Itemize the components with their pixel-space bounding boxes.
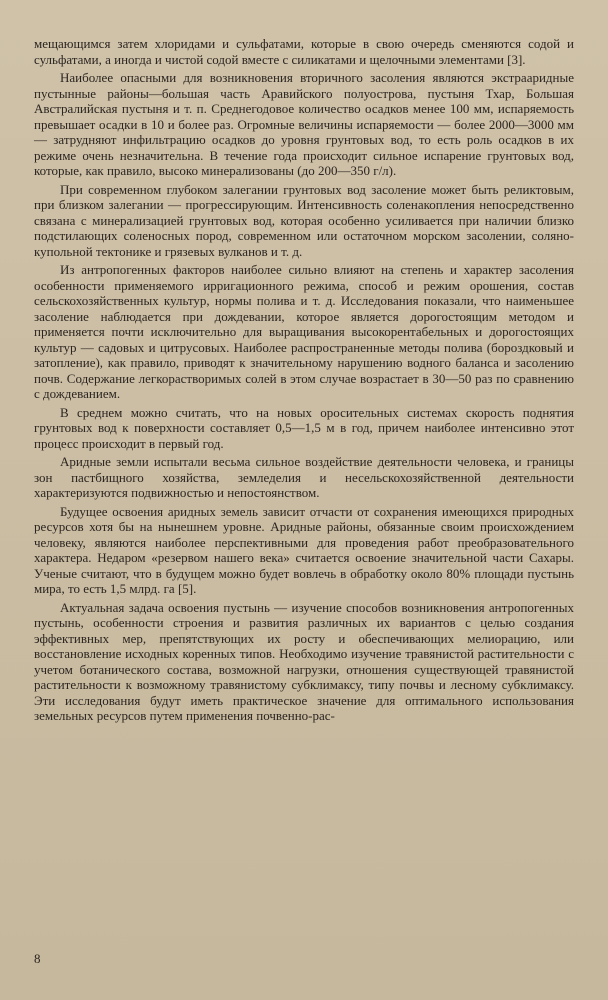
paragraph-2: Наиболее опасными для возникновения вторичного засоления являются экстрааридные пустынные районы—большая часть Аравийского полуострова, пустыня Тхар, Большая Австралийская пустыня и т. п. Среднегодовое количество осадков менее 100 мм, испаряемость превышает осадки в 10 и более раз. Огромные величины испаряемости — более 2000—3000 мм — затрудняют инфильтрацию осадков до уровня грунтовых вод, то есть роль осадков в их режиме очень незначительна. В течение года происходит сильное испарение грунтовых вод, которые, как правило, высоко минерализованы (до 200—350 г/л). bbox=[34, 70, 574, 178]
paragraph-4: Из антропогенных факторов наиболее сильно влияют на степень и характер засоления особенности применяемого ирригационного режима, способ и режим орошения, состав сельскохозяйственных культур, нормы полива и т. д. Исследования показали, что наименьшее засоление наблюдается при дождевании, которое является дорогостоящим методом и применяется почти исключительно для выращивания высокорентабельных и дорогостоящих культур — садовых и цитрусовых. Наиболее распространенные методы полива (бороздковый и затопление), как правило, приводят к значительному нарушению водного баланса и засолению почв. Содержание легкорастворимых солей в этом случае возрастает в 30—50 раз по сравнению с дождеванием. bbox=[34, 262, 574, 401]
paragraph-5: В среднем можно считать, что на новых оросительных системах скорость поднятия грунтовых вод к поверхности составляет 0,5—1,5 м в год, причем наиболее интенсивно этот процесс происходит в первый год. bbox=[34, 404, 574, 451]
paragraph-3: При современном глубоком залегании грунтовых вод засоление может быть реликтовым, при близком залегании — прогрессирующим. Интенсивность соленакопления непосредственно связана с минерализацией грунтовых вод, которая особенно усиливается при наличии близко подстилающих соленосных пород, современном или остаточном морском засолении, соляно-купольной тектонике и грязевых вулканов и т. д. bbox=[34, 181, 574, 259]
paragraph-1: мещающимся затем хлоридами и сульфатами, которые в свою очередь сменяются содой и сульфатами, а иногда и чистой содой вместе с силикатами и щелочными элементами [3]. bbox=[34, 36, 574, 67]
paragraph-6: Аридные земли испытали весьма сильное воздействие деятельности человека, и границы зон пастбищного хозяйства, земледелия и несельскохозяйственной деятельности характеризуются подвижностью и непостоянством. bbox=[34, 454, 574, 500]
text-body bbox=[34, 36, 574, 724]
paragraph-7: Будущее освоения аридных земель зависит отчасти от сохранения имеющихся природных ресурсов хотя бы на нынешнем уровне. Аридные районы, обязанные своим происхождением человеку, являются наиболее перспективными для проведения работ преобразовательного характера. Недаром «резервом нашего века» считается освоение значительной части Сахары. Ученые считают, что в будущем можно будет вовлечь в обработку около 80% площади пустынь мира, то есть 1,5 млрд. га [5]. bbox=[34, 503, 574, 596]
paragraph-8: Актуальная задача освоения пустынь — изучение способов возникновения антропогенных пустынь, особенности строения и развития различных их вариантов с целью создания эффективных мер, препятствующих их росту и обеспечивающих мелиорацию, или восстановление исходных коренных типов. Необходимо изучение травянистой растительности с учетом ботанического состава, возможной нагрузки, отношения существующей травянистой растительности к возможному травянистому субклимаксу, типу почвы и лесному субклимаксу. Эти исследования будут иметь практическое значение для оптимального использования земельных ресурсов путем применения почвенно-рас- bbox=[34, 599, 574, 723]
page-number: 8 bbox=[34, 951, 41, 966]
